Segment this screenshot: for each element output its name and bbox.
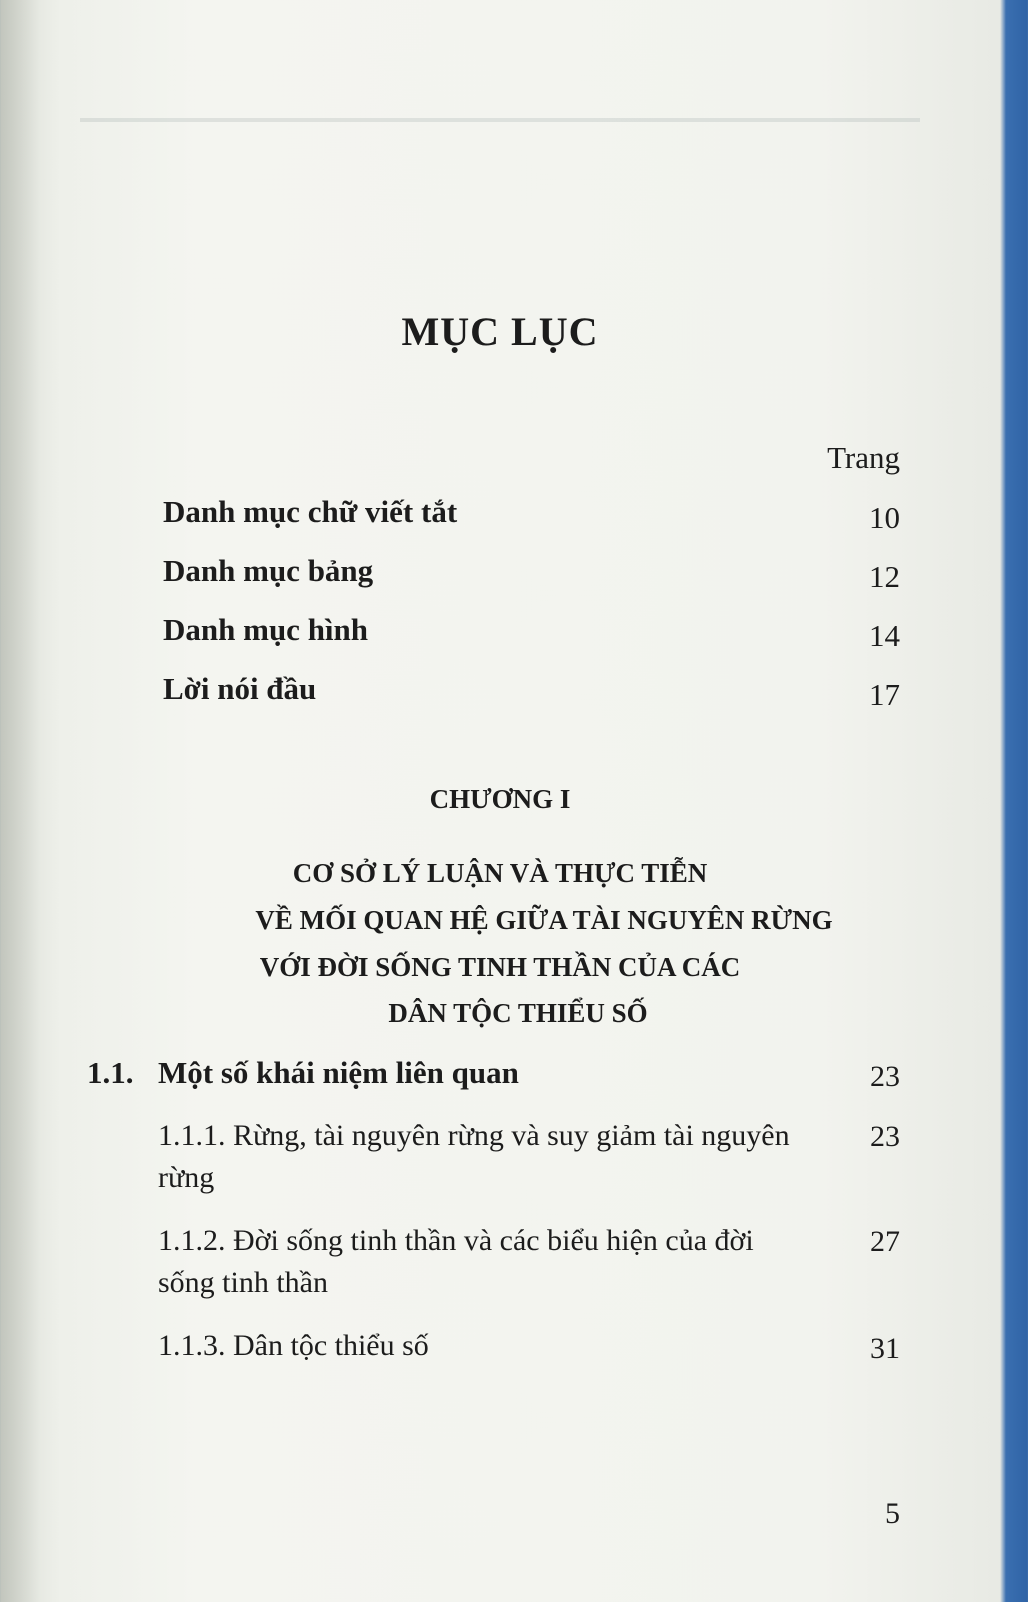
toc-entry-page: 10 xyxy=(869,500,900,535)
header-rule xyxy=(80,118,920,122)
subsection-label: 1.1.2. Đời sống tinh thần và các biểu hiện của đời sống tinh thần xyxy=(158,1224,754,1299)
toc-entry-label: Danh mục bảng xyxy=(163,553,374,588)
toc-entry-page: 14 xyxy=(869,618,900,653)
section-number: 1.1. xyxy=(87,1055,134,1090)
subsection-page: 27 xyxy=(870,1225,900,1258)
page-title: MỤC LỤC xyxy=(401,309,599,354)
toc-entry-label: Lời nói đầu xyxy=(163,671,317,706)
toc-entry-label: Danh mục hình xyxy=(163,612,369,647)
chapter-title-line: VỚI ĐỜI SỐNG TINH THẦN CỦA CÁC xyxy=(259,952,741,982)
subsection-label: 1.1.1. Rừng, tài nguyên rừng và suy giảm tài nguyên rừng xyxy=(158,1119,790,1194)
page-column-label: Trang xyxy=(827,440,900,475)
page-number: 5 xyxy=(885,1497,900,1530)
subsection-label: 1.1.3. Dân tộc thiểu số xyxy=(158,1329,429,1362)
section-page: 23 xyxy=(870,1060,900,1093)
toc-entry-page: 17 xyxy=(869,677,900,712)
subsection-page: 31 xyxy=(870,1332,900,1365)
toc-entry-label: Danh mục chữ viết tắt xyxy=(163,494,458,529)
section-label: Một số khái niệm liên quan xyxy=(158,1055,519,1090)
subsection-page: 23 xyxy=(870,1120,900,1153)
chapter-title-line: VỀ MỐI QUAN HỆ GIỮA TÀI NGUYÊN RỪNG xyxy=(255,905,833,935)
chapter-title-line: DÂN TỘC THIỂU SỐ xyxy=(388,998,648,1028)
chapter-title-line: CƠ SỞ LÝ LUẬN VÀ THỰC TIỄN xyxy=(292,858,708,888)
chapter-label: CHƯƠNG I xyxy=(429,784,571,814)
toc-entry-page: 12 xyxy=(869,559,900,594)
